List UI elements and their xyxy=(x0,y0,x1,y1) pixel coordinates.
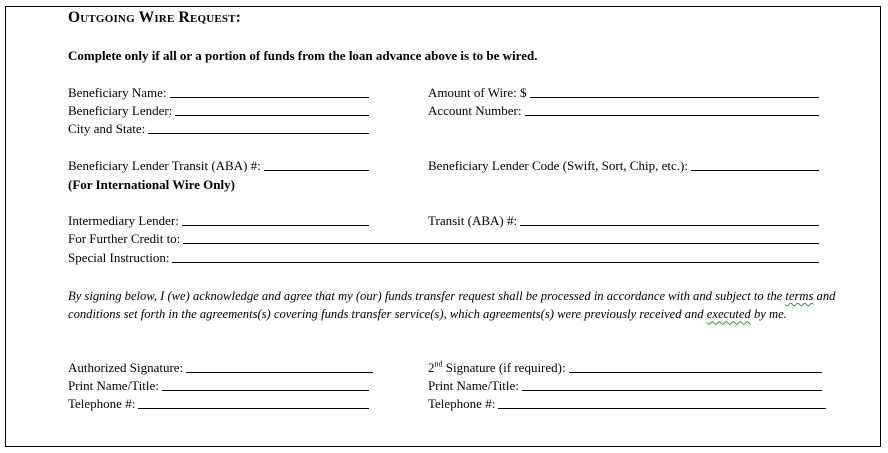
transit-aba-line[interactable] xyxy=(264,169,369,171)
telephone-label-2: Telephone #: xyxy=(428,396,496,411)
lender-code-field[interactable] xyxy=(428,157,819,174)
telephone-line-2[interactable] xyxy=(498,407,826,409)
telephone-field-2[interactable] xyxy=(428,395,826,412)
intermediary-lender-line[interactable] xyxy=(182,224,369,226)
further-credit-line[interactable] xyxy=(183,242,819,244)
transit-aba-label: Beneficiary Lender Transit (ABA) #: xyxy=(68,158,261,173)
further-credit-label: For Further Credit to: xyxy=(68,231,181,246)
account-number-line[interactable] xyxy=(525,114,819,116)
form-instruction: Complete only if all or a portion of funds from the loan advance above is to be wired. xyxy=(68,48,538,63)
authorized-signature-field[interactable] xyxy=(68,359,373,376)
second-signature-rest: Signature (if required): xyxy=(442,360,566,375)
ack-part1: By signing below, I (we) acknowledge and agree that my (our) funds transfer request shall be processed in accordance with and subject to the xyxy=(68,289,786,303)
telephone-label-1: Telephone #: xyxy=(68,396,136,411)
print-name-field-2[interactable] xyxy=(428,377,822,394)
beneficiary-name-field[interactable] xyxy=(68,84,369,101)
ack-word-executed: executed xyxy=(706,307,751,322)
amount-of-wire-label: Amount of Wire: $ xyxy=(428,85,527,100)
print-name-line-1[interactable] xyxy=(162,389,369,391)
authorized-signature-line[interactable] xyxy=(186,371,373,373)
second-signature-suffix: nd xyxy=(434,359,443,369)
form-title: Outgoing Wire Request: xyxy=(68,9,242,26)
lender-code-line[interactable] xyxy=(691,169,819,171)
ack-part3: by me. xyxy=(750,307,787,322)
ack-word-terms: terms xyxy=(785,289,814,303)
account-number-field[interactable] xyxy=(428,102,819,119)
intermediary-lender-label: Intermediary Lender: xyxy=(68,213,179,228)
amount-of-wire-line[interactable] xyxy=(530,96,819,98)
beneficiary-lender-label: Beneficiary Lender: xyxy=(68,103,173,118)
special-instruction-field[interactable] xyxy=(68,249,819,266)
city-state-label: City and State: xyxy=(68,121,146,136)
print-name-line-2[interactable] xyxy=(522,389,822,391)
print-name-label-2: Print Name/Title: xyxy=(428,378,519,393)
acknowledgement-text xyxy=(68,287,838,324)
ack-part2: and conditions set forth in the agreements(s) covering funds transfer service(s), which agreements(s) were previously received and xyxy=(68,289,836,322)
beneficiary-name-line[interactable] xyxy=(170,96,369,98)
account-number-label: Account Number: xyxy=(428,103,522,118)
transit-aba-field[interactable] xyxy=(68,157,369,174)
city-state-line[interactable] xyxy=(148,132,369,134)
beneficiary-name-label: Beneficiary Name: xyxy=(68,85,167,100)
amount-of-wire-field[interactable] xyxy=(428,84,819,101)
international-note: (For International Wire Only) xyxy=(68,177,235,192)
lender-code-label: Beneficiary Lender Code (Swift, Sort, Chip, etc.): xyxy=(428,158,688,173)
second-signature-line[interactable] xyxy=(569,371,822,373)
second-signature-label xyxy=(428,360,569,376)
further-credit-field[interactable] xyxy=(68,230,819,247)
authorized-signature-label: Authorized Signature: xyxy=(68,360,184,375)
intermediary-transit-line[interactable] xyxy=(520,224,819,226)
special-instruction-label: Special Instruction: xyxy=(68,250,170,265)
print-name-field-1[interactable] xyxy=(68,377,369,394)
telephone-line-1[interactable] xyxy=(138,407,369,409)
intermediary-transit-label: Transit (ABA) #: xyxy=(428,213,518,228)
intermediary-lender-field[interactable] xyxy=(68,212,369,229)
second-signature-number: 2 xyxy=(428,360,435,375)
second-signature-field[interactable] xyxy=(428,359,822,376)
special-instruction-line[interactable] xyxy=(172,261,819,263)
city-state-field[interactable] xyxy=(68,120,369,137)
telephone-field-1[interactable] xyxy=(68,395,369,412)
beneficiary-lender-line[interactable] xyxy=(175,114,369,116)
print-name-label-1: Print Name/Title: xyxy=(68,378,159,393)
beneficiary-lender-field[interactable] xyxy=(68,102,369,119)
intermediary-transit-field[interactable] xyxy=(428,212,819,229)
